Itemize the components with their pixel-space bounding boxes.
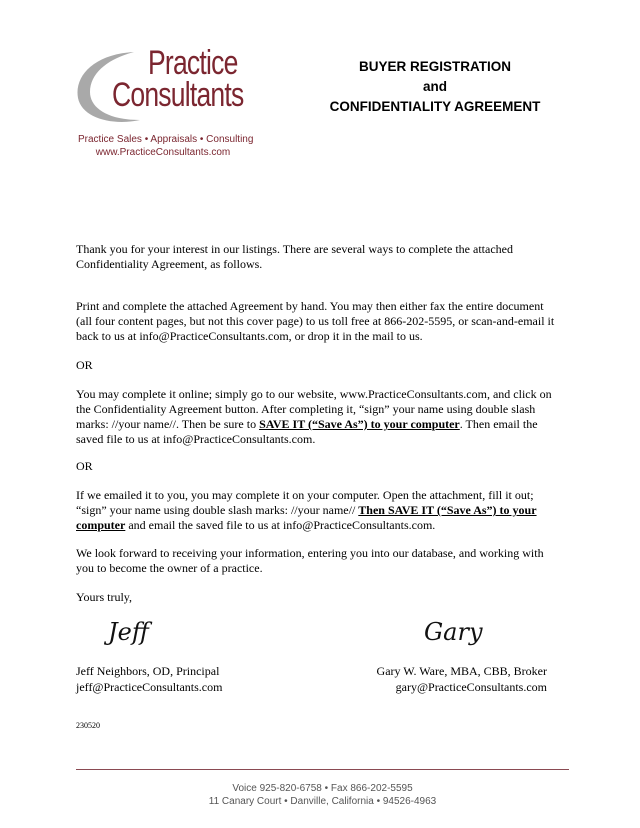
signer-email-left: jeff@PracticeConsultants.com [76, 680, 223, 694]
option-print-paragraph: Print and complete the attached Agreement by hand. You may then either fax the entire document (all four content pages, but not this cover page) to us toll free at 866-202-5595, or scan-and-email it back to us at info@PracticeConsultants.com, or drop it in the mail to us. [76, 299, 555, 343]
company-logo [72, 40, 252, 160]
signer-block-left [76, 663, 222, 695]
signer-name-right: Gary W. Ware, MBA, CBB, Broker [376, 664, 547, 678]
logo-website: www.PracticeConsultants.com [95, 147, 231, 158]
signer-block-right [346, 663, 547, 695]
option-online-paragraph [76, 387, 556, 447]
salutation: Yours truly, [76, 590, 133, 604]
option-email-paragraph [76, 488, 556, 533]
signature-jeff: Jeff [108, 618, 149, 646]
footer-contact: Voice 925-820-6758 • Fax 866-202-5595 [232, 783, 413, 794]
title-line-2: and [422, 79, 447, 94]
or-separator-1: OR [76, 358, 93, 372]
closing-paragraph: We look forward to receiving your information, entering you into our database, and working with you to become the owner of a practice. [76, 546, 544, 575]
document-reference: 230520 [76, 721, 100, 730]
logo-services: Practice Sales • Appraisals • Consulting [78, 134, 254, 145]
option-online-text-c: . Then email the saved file to us at info@PracticeConsultants.com. [76, 417, 538, 446]
save-instruction-online: SAVE IT (“Save As”) to your computer [259, 417, 460, 431]
option-email-text-a: If we emailed it to you, you may complete it on your computer. Open the attachment, fill it out; “sign” your name using double slash marks: //your name// [76, 488, 534, 517]
footer-address: 11 Canary Court • Danville, California • 94526-4963 [208, 796, 437, 807]
save-instruction-email: Then SAVE IT (“Save As”) to your computer [76, 503, 537, 532]
signer-name-left: Jeff Neighbors, OD, Principal [76, 664, 220, 678]
logo-word-practice: Practice [148, 44, 238, 82]
signer-email-right: gary@PracticeConsultants.com [395, 680, 547, 694]
logo-tagline [78, 133, 254, 159]
footer-divider [76, 769, 569, 770]
signature-gary: Gary [424, 618, 483, 646]
title-line-1: BUYER REGISTRATION [358, 59, 511, 74]
logo-word-consultants: Consultants [112, 76, 244, 114]
title-line-3: CONFIDENTIALITY AGREEMENT [329, 99, 541, 114]
or-separator-2: OR [76, 459, 93, 473]
intro-paragraph: Thank you for your interest in our listings. There are several ways to complete the attached Confidentiality Agreement, as follows. [76, 242, 513, 271]
document-title [290, 57, 580, 117]
option-online-text-a: You may complete it online; simply go to our website, www.PracticeConsultants.com, and click on the Confidentiality Agreement button. After completing it, “sign” your name using double slash marks: //your name//. Then be sure to [76, 387, 552, 431]
option-email-text-c: and email the saved file to us at info@PracticeConsultants.com. [125, 518, 436, 532]
